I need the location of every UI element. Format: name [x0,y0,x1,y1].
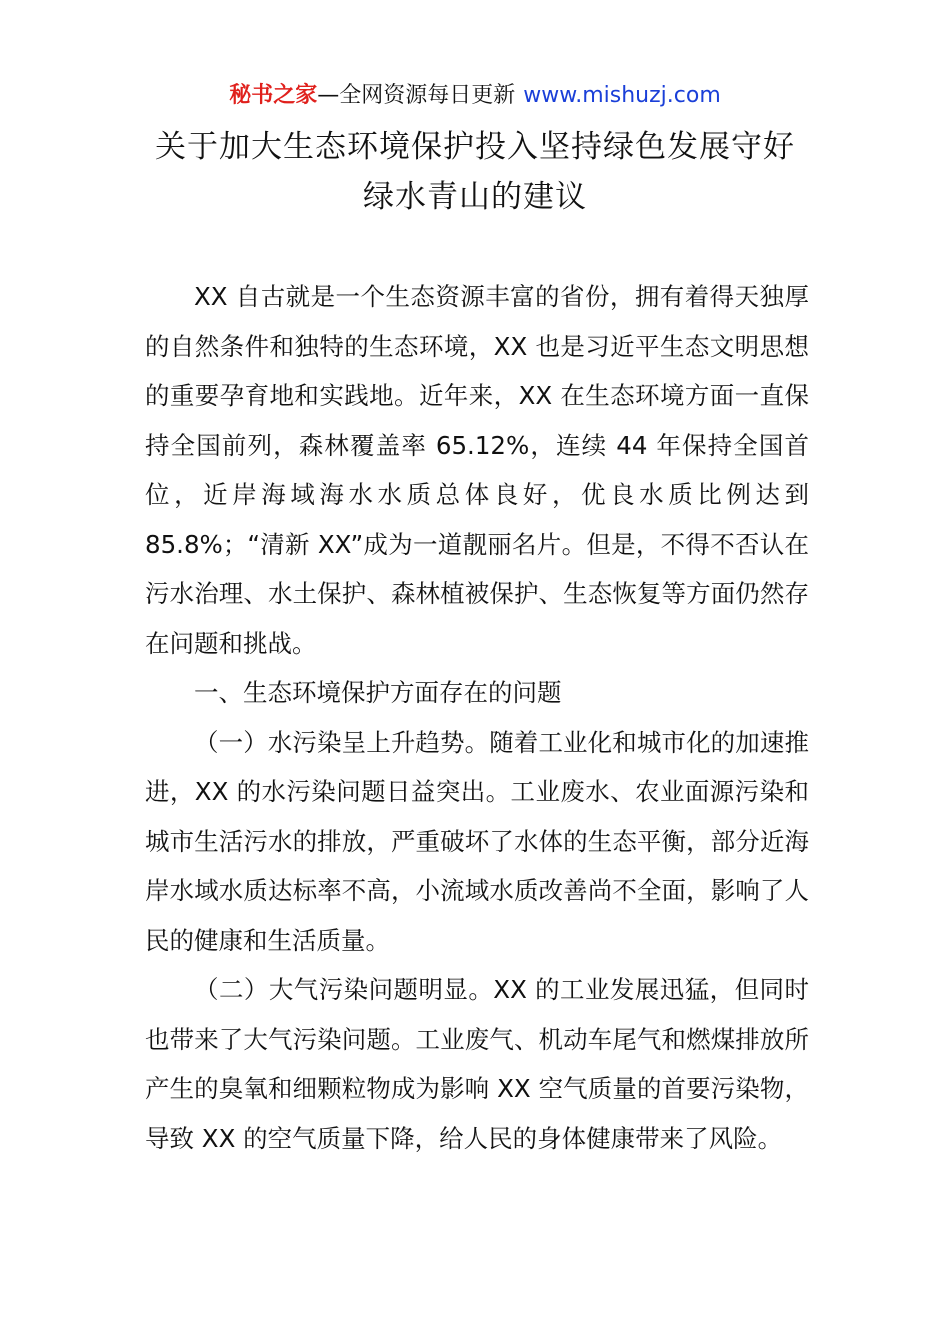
paragraph-item-2: （二）大气污染问题明显。XX 的工业发展迅猛，但同时也带来了大气污染问题。工业废气、机动车尾气和燃煤排放所产生的臭氧和细颗粒物成为影响 XX 空气质量的首要污染物，导致 XX 的空气质量下降，给人民的身体健康带来了风险。 [145,975,809,1153]
brand-name: 秘书之家 [229,83,318,108]
section-heading-1: 一、生态环境保护方面存在的问题 [194,678,562,707]
website-link[interactable]: www.mishuzj.com [523,83,721,108]
paragraph-intro: XX 自古就是一个生态资源丰富的省份，拥有着得天独厚的自然条件和独特的生态环境，XX 也是习近平生态文明思想的重要孕育地和实践地。近年来，XX 在生态环境方面一直保持全国前列，森林覆盖率 65.12%，连续 44 年保持全国首位，近岸海域海水水质总体良好，优良水质比例达到 85.8%；“清新 XX”成为一道靓丽名片。但是，不得不否认在污水治理、水土保护、森林植被保护、生态恢复等方面仍然存在问题和挑战。 [145,282,809,658]
title-line-1: 关于加大生态环境保护投入坚持绿色发展守好 [155,129,795,165]
header-tagline: —全网资源每日更新 [317,83,516,108]
document-title [0,122,950,222]
paragraph-item-1: （一）水污染呈上升趋势。随着工业化和城市化的加速推进，XX 的水污染问题日益突出。工业废水、农业面源污染和城市生活污水的排放，严重破坏了水体的生态平衡，部分近海岸水域水质达标率不高，小流域水质改善尚不全面，影响了人民的健康和生活质量。 [145,727,809,955]
title-line-2: 绿水青山的建议 [363,179,587,215]
document-body [145,272,809,1163]
page-header [0,80,950,112]
